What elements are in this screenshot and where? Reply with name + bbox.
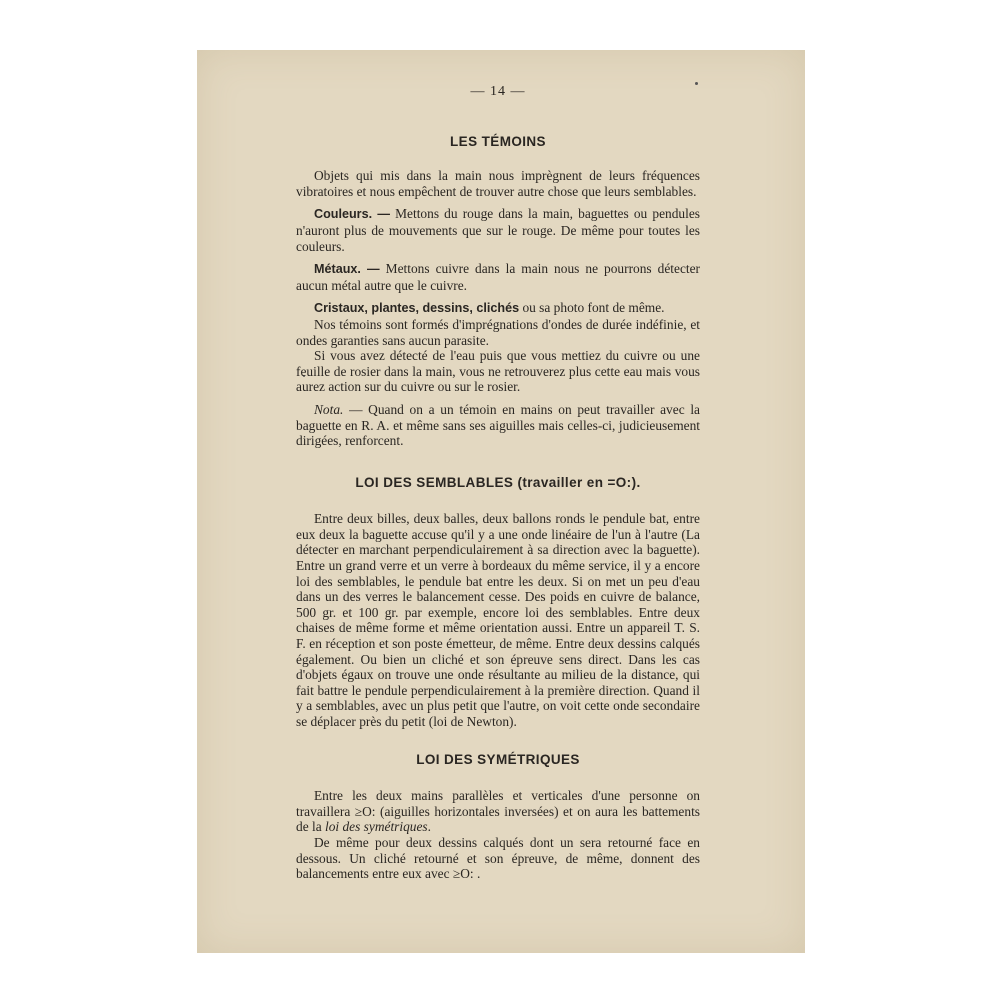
- paragraph-mains: [296, 788, 700, 835]
- paragraph-emphasis: loi des symétriques: [325, 819, 428, 835]
- paragraph-text: Mettons cuivre dans la main nous ne pourrons détecter aucun métal autre que le cuivre.: [296, 261, 701, 293]
- section-title-symetriques: LOI DES SYMÉTRIQUES: [416, 751, 580, 767]
- paragraph-nota: [296, 402, 700, 449]
- paragraph-text: Mettons du rouge dans la main, baguettes ou pendules n'auront plus de mouvements que sur le rouge. De même pour toutes les couleurs.: [296, 206, 700, 254]
- paragraph-lead: Cristaux, plantes, dessins, clichés: [314, 301, 520, 316]
- page-number: — 14 —: [470, 84, 526, 99]
- paragraph: Entre deux billes, deux balles, deux ballons ronds le pendule bat, entre eux deux la baguette accuse qu'il y a une onde linéaire de l'un à l'autre (La détecter en marchant perpendiculairement à sa direction avec la baguette). Entre un grand verre et un verre à bordeaux du même service, il y a encore loi des semblables, le pendule bat entre les deux. Si on met un peu d'eau dans un des verres le balancement cesse. Des poids en cuivre de balance, 500 gr. et 100 gr. par exemple, encore loi des semblables. Entre deux chaises de même forme et même orientation aussi. Entre un appareil T. S. F. en réception et son poste émetteur, de même. Entre deux dessins calqués également. Ou bien un cliché et son épreuve sens direct. Dans les cas d'objets égaux on trouve une onde résultante au milieu de la distance, qui fait battre le pendule perpendiculairement à la première direction. Quand il y a semblables, avec un plus petit que l'autre, on voit cette onde secondaire se déplacer près du petit (loi de Newton).: [296, 511, 700, 729]
- paragraph-metaux: [296, 261, 700, 293]
- paragraph: Objets qui mis dans la main nous imprègnent de leurs fréquences vibratoires et nous empêchent de trouver autre chose que leurs semblables.: [296, 168, 700, 199]
- paragraph: Si vous avez détecté de l'eau puis que vous mettiez du cuivre ou une feuille de rosier dans la main, vous ne retrouverez plus cette eau mais vous aurez action sur du cuivre ou sur le rosier.: [296, 348, 700, 395]
- section-title-main: LOI DES SEMBLABLES: [355, 474, 514, 490]
- book-page: [197, 50, 805, 953]
- section-title-suffix: (travailler en =O:).: [513, 474, 641, 490]
- paragraph-text: ou sa photo font de même.: [519, 300, 665, 316]
- paragraph-lead: Métaux. —: [314, 262, 380, 277]
- paragraph-end: .: [427, 819, 432, 835]
- paragraph-text: — Quand on a un témoin en mains on peut travailler avec la baguette en R. A. et même sans ses aiguilles mais celles-ci, judicieusement dirigées, renforcent.: [296, 401, 700, 449]
- paragraph-text: Entre les deux mains parallèles et verticales d'une personne on travaillera ≥O: (aiguilles horizontales inversées) et on aura les battements de la: [296, 788, 700, 835]
- section-title-semblables: [296, 475, 700, 491]
- section-title-temoins: LES TÉMOINS: [450, 133, 546, 149]
- paragraph-lead: Nota.: [314, 401, 344, 417]
- paragraph-lead: Couleurs. —: [314, 207, 390, 222]
- paragraph-cristaux: [296, 300, 700, 317]
- paragraph-couleurs: [296, 206, 700, 254]
- paragraph: Nos témoins sont formés d'imprégnations d'ondes de durée indéfinie, et ondes garanties sans aucun parasite.: [296, 316, 700, 348]
- paragraph: De même pour deux dessins calqués dont un sera retourné face en dessous. Un cliché retourné et son épreuve, de même, donnent des balancements entre eux avec ≥O: .: [296, 834, 700, 882]
- page-content: [296, 84, 700, 882]
